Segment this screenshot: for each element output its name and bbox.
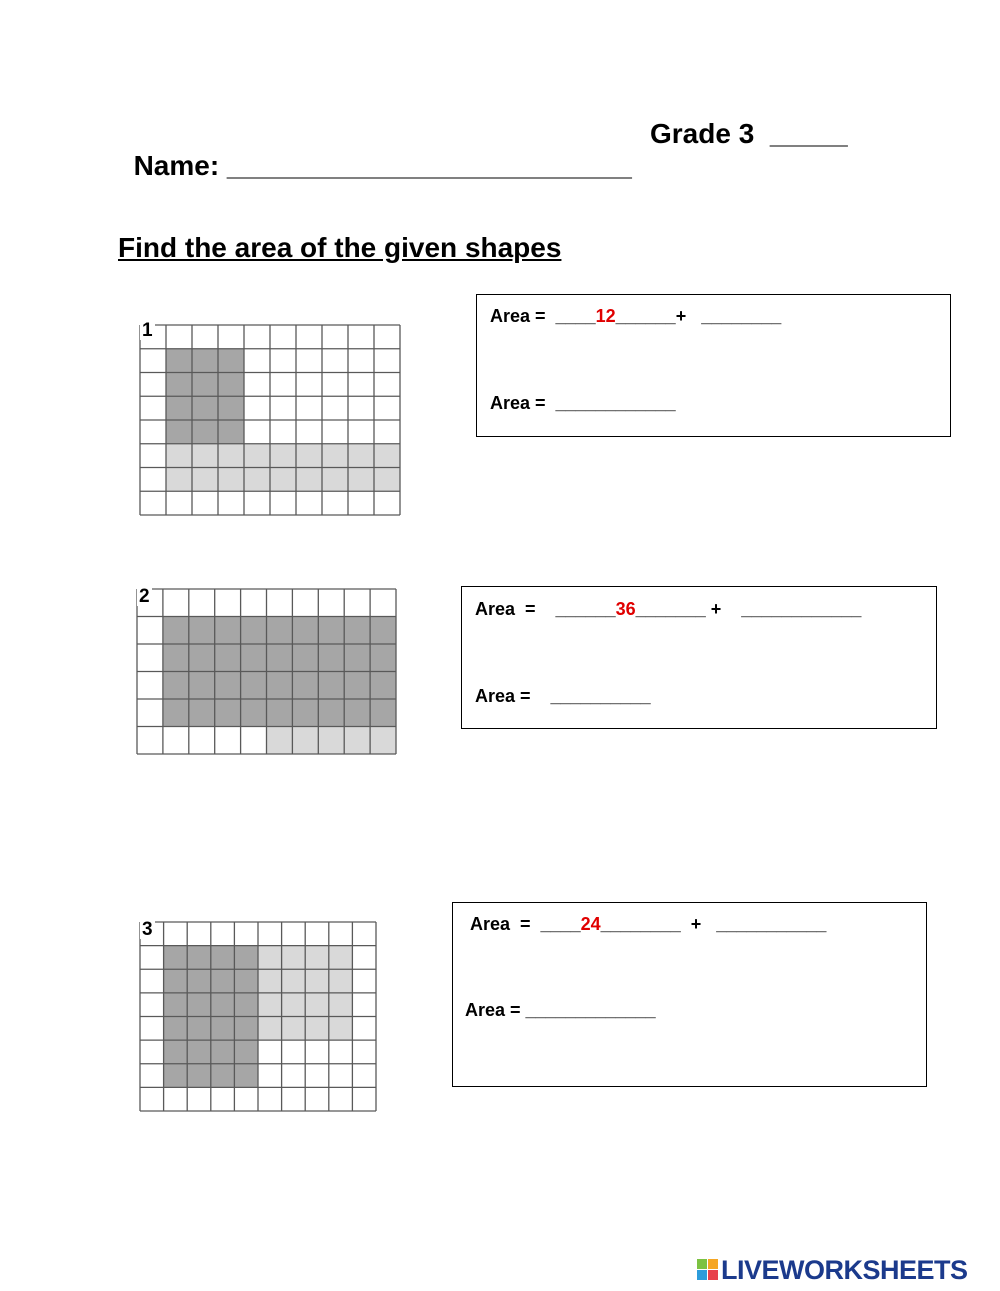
grid-svg-3 bbox=[140, 919, 376, 1111]
light-cell bbox=[374, 468, 400, 492]
answer-box-2 bbox=[461, 586, 937, 729]
dark-cell bbox=[189, 617, 215, 645]
light-cell bbox=[296, 444, 322, 468]
dark-cell bbox=[164, 946, 188, 970]
dark-cell bbox=[370, 644, 396, 672]
name-field[interactable]: Name: __________________________ bbox=[133, 150, 632, 181]
light-cell bbox=[305, 1017, 329, 1041]
dark-cell bbox=[215, 699, 241, 727]
light-cell bbox=[270, 468, 296, 492]
area-parts-suffix: ________ + ___________ bbox=[600, 914, 827, 934]
dark-cell bbox=[164, 1064, 188, 1088]
dark-cell bbox=[166, 420, 192, 444]
dark-cell bbox=[163, 699, 189, 727]
dark-cell bbox=[189, 672, 215, 700]
dark-cell bbox=[218, 420, 244, 444]
dark-cell bbox=[234, 993, 258, 1017]
dark-cell bbox=[164, 969, 188, 993]
light-cell bbox=[282, 1017, 306, 1041]
dark-cell bbox=[187, 969, 211, 993]
dark-cell bbox=[318, 699, 344, 727]
light-cell bbox=[344, 727, 370, 755]
logo-icon bbox=[697, 1259, 719, 1281]
dark-cell bbox=[164, 993, 188, 1017]
dark-cell bbox=[192, 373, 218, 397]
dark-cell bbox=[215, 617, 241, 645]
dark-cell bbox=[211, 1040, 235, 1064]
dark-cell bbox=[241, 699, 267, 727]
area-total-line-3[interactable]: Area = _____________ bbox=[465, 1000, 656, 1020]
light-cell bbox=[218, 444, 244, 468]
light-cell bbox=[192, 468, 218, 492]
light-cell bbox=[322, 468, 348, 492]
dark-cell bbox=[218, 373, 244, 397]
light-cell bbox=[166, 444, 192, 468]
dark-cell bbox=[234, 1040, 258, 1064]
dark-cell bbox=[344, 699, 370, 727]
area-parts-line-3[interactable] bbox=[470, 915, 826, 933]
problem-number-2: 2 bbox=[139, 586, 150, 607]
dark-cell bbox=[344, 644, 370, 672]
dark-cell bbox=[163, 672, 189, 700]
grid-svg-2 bbox=[137, 586, 396, 754]
light-cell bbox=[305, 969, 329, 993]
area-parts-prefix: Area = ____ bbox=[490, 306, 596, 326]
dark-cell bbox=[241, 617, 267, 645]
light-cell bbox=[244, 444, 270, 468]
light-cell bbox=[270, 444, 296, 468]
name-header bbox=[118, 118, 848, 214]
light-cell bbox=[329, 1017, 353, 1041]
dark-cell bbox=[370, 672, 396, 700]
light-cell bbox=[305, 946, 329, 970]
dark-cell bbox=[370, 699, 396, 727]
dark-cell bbox=[370, 617, 396, 645]
light-cell bbox=[258, 993, 282, 1017]
area-parts-suffix: _______ + ____________ bbox=[635, 599, 862, 619]
dark-cell bbox=[218, 396, 244, 420]
dark-cell bbox=[218, 349, 244, 373]
area-total-line-2[interactable]: Area = __________ bbox=[475, 686, 651, 706]
dark-cell bbox=[163, 617, 189, 645]
dark-cell bbox=[234, 1017, 258, 1041]
light-cell bbox=[329, 993, 353, 1017]
dark-cell bbox=[187, 1017, 211, 1041]
dark-cell bbox=[187, 1064, 211, 1088]
light-cell bbox=[329, 969, 353, 993]
liveworksheets-logo bbox=[697, 1256, 993, 1284]
dark-cell bbox=[267, 672, 293, 700]
light-cell bbox=[267, 727, 293, 755]
light-cell bbox=[282, 993, 306, 1017]
light-cell bbox=[258, 1017, 282, 1041]
light-cell bbox=[166, 468, 192, 492]
dark-cell bbox=[187, 993, 211, 1017]
dark-cell bbox=[292, 699, 318, 727]
dark-cell bbox=[163, 644, 189, 672]
dark-cell bbox=[344, 617, 370, 645]
area-parts-line-1[interactable] bbox=[490, 307, 781, 325]
dark-cell bbox=[166, 349, 192, 373]
area-parts-line-2[interactable] bbox=[475, 600, 861, 618]
light-cell bbox=[370, 727, 396, 755]
dark-cell bbox=[215, 644, 241, 672]
dark-cell bbox=[164, 1017, 188, 1041]
logo-block bbox=[697, 1270, 707, 1280]
light-cell bbox=[258, 969, 282, 993]
dark-cell bbox=[211, 946, 235, 970]
dark-cell bbox=[187, 1040, 211, 1064]
dark-cell bbox=[267, 699, 293, 727]
dark-cell bbox=[211, 1064, 235, 1088]
light-cell bbox=[244, 468, 270, 492]
given-area-value: 12 bbox=[595, 306, 616, 326]
light-cell bbox=[292, 727, 318, 755]
area-total-line-1[interactable]: Area = ____________ bbox=[490, 393, 676, 413]
worksheet-title: Find the area of the given shapes bbox=[118, 232, 562, 263]
dark-cell bbox=[234, 946, 258, 970]
light-cell bbox=[348, 444, 374, 468]
light-cell bbox=[258, 946, 282, 970]
dark-cell bbox=[215, 672, 241, 700]
area-parts-prefix: Area = ____ bbox=[470, 914, 581, 934]
grid-problem-2 bbox=[137, 586, 396, 754]
given-area-value: 24 bbox=[580, 914, 601, 934]
dark-cell bbox=[211, 1017, 235, 1041]
dark-cell bbox=[241, 672, 267, 700]
dark-cell bbox=[211, 969, 235, 993]
dark-cell bbox=[292, 672, 318, 700]
dark-cell bbox=[166, 373, 192, 397]
dark-cell bbox=[192, 420, 218, 444]
dark-cell bbox=[292, 644, 318, 672]
dark-cell bbox=[241, 644, 267, 672]
dark-cell bbox=[318, 617, 344, 645]
area-parts-prefix: Area = ______ bbox=[475, 599, 616, 619]
light-cell bbox=[322, 444, 348, 468]
light-cell bbox=[329, 946, 353, 970]
grid-problem-3 bbox=[140, 919, 376, 1111]
grid-problem-1 bbox=[140, 325, 400, 515]
dark-cell bbox=[192, 349, 218, 373]
dark-cell bbox=[267, 617, 293, 645]
logo-block bbox=[708, 1259, 718, 1269]
dark-cell bbox=[189, 699, 215, 727]
dark-cell bbox=[166, 396, 192, 420]
dark-cell bbox=[211, 993, 235, 1017]
problem-number-1: 1 bbox=[142, 320, 153, 341]
light-cell bbox=[218, 468, 244, 492]
dark-cell bbox=[164, 1040, 188, 1064]
dark-cell bbox=[318, 672, 344, 700]
light-cell bbox=[374, 444, 400, 468]
light-cell bbox=[192, 444, 218, 468]
dark-cell bbox=[234, 1064, 258, 1088]
dark-cell bbox=[189, 644, 215, 672]
answer-box-3 bbox=[452, 902, 927, 1087]
light-cell bbox=[348, 468, 374, 492]
dark-cell bbox=[234, 969, 258, 993]
grade-field[interactable]: Grade 3 _____ bbox=[650, 118, 848, 149]
dark-cell bbox=[187, 946, 211, 970]
light-cell bbox=[282, 946, 306, 970]
dark-cell bbox=[318, 644, 344, 672]
dark-cell bbox=[344, 672, 370, 700]
given-area-value: 36 bbox=[615, 599, 636, 619]
light-cell bbox=[318, 727, 344, 755]
light-cell bbox=[282, 969, 306, 993]
light-cell bbox=[296, 468, 322, 492]
problem-number-3: 3 bbox=[142, 919, 153, 940]
logo-text: LIVEWORKSHEETS bbox=[721, 1255, 968, 1285]
dark-cell bbox=[267, 644, 293, 672]
grid-svg-1 bbox=[140, 325, 400, 515]
light-cell bbox=[305, 993, 329, 1017]
answer-box-1 bbox=[476, 294, 951, 437]
dark-cell bbox=[292, 617, 318, 645]
logo-block bbox=[697, 1259, 707, 1269]
logo-block bbox=[708, 1270, 718, 1280]
area-parts-suffix: ______+ ________ bbox=[615, 306, 782, 326]
dark-cell bbox=[192, 396, 218, 420]
